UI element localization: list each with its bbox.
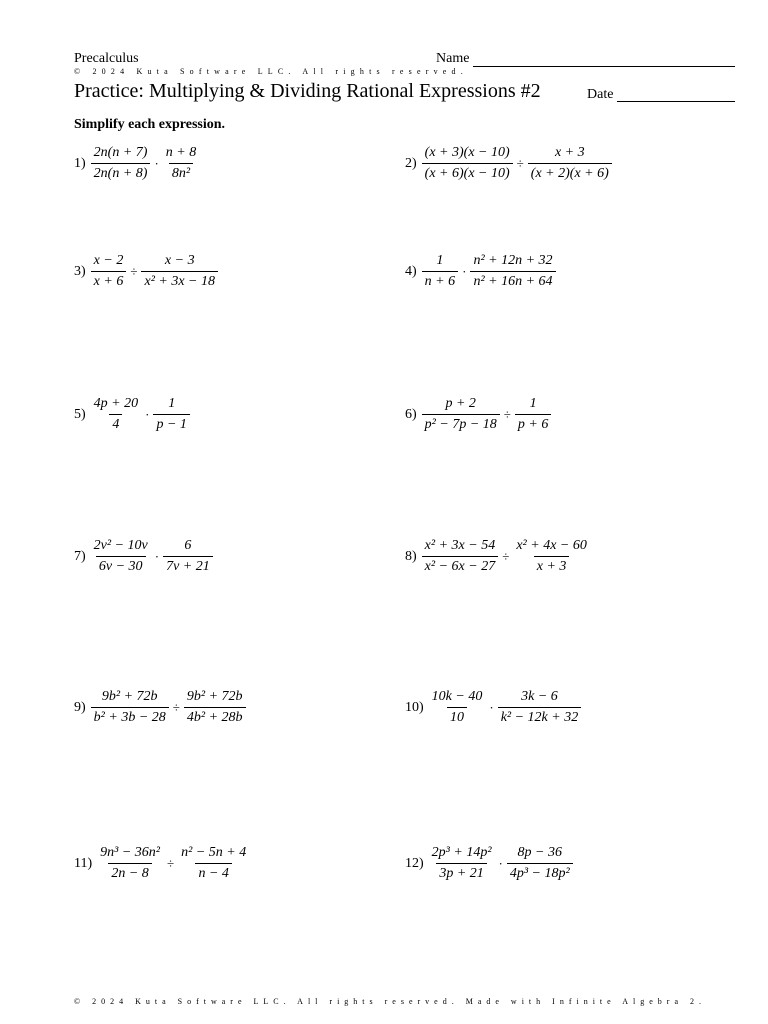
problem-10 — [405, 689, 582, 726]
operator: · — [498, 855, 503, 871]
operator: ÷ — [502, 548, 510, 564]
fraction-2 — [152, 396, 190, 433]
problem-number: 1) — [74, 155, 86, 171]
footer-copyright: © 2024 Kuta Software LLC. All rights reserved. Made with Infinite Algebra 2. — [74, 997, 707, 1006]
denominator: x + 3 — [534, 556, 570, 575]
problem-number: 10) — [405, 699, 424, 715]
operator: · — [145, 406, 150, 422]
fraction-2 — [527, 145, 613, 182]
problem-2 — [405, 145, 613, 182]
denominator: p − 1 — [153, 414, 189, 433]
problem-4 — [405, 253, 557, 290]
numerator: x − 2 — [93, 253, 124, 268]
course-name: Precalculus — [74, 51, 139, 66]
numerator: 4p + 20 — [93, 396, 139, 411]
denominator: n − 4 — [195, 863, 231, 882]
denominator: 3p + 21 — [436, 863, 486, 882]
problem-11 — [74, 845, 250, 882]
numerator: x² + 3x − 54 — [424, 538, 496, 553]
fraction-2 — [514, 396, 552, 433]
operator: ÷ — [516, 155, 524, 171]
fraction-2 — [140, 253, 219, 290]
denominator: (x + 2)(x + 6) — [528, 163, 612, 182]
problem-9 — [74, 689, 247, 726]
denominator: n² + 16n + 64 — [470, 271, 555, 290]
numerator: 9n³ − 36n² — [100, 845, 160, 860]
fraction-1 — [421, 253, 459, 290]
name-label: Name — [436, 51, 470, 66]
denominator: p² − 7p − 18 — [422, 414, 500, 433]
denominator: p + 6 — [515, 414, 551, 433]
problem-3 — [74, 253, 219, 290]
fraction-2 — [183, 689, 247, 726]
denominator: 6v − 30 — [96, 556, 146, 575]
numerator: n² + 12n + 32 — [473, 253, 553, 268]
numerator: 2v² − 10v — [93, 538, 148, 553]
denominator: x + 6 — [91, 271, 127, 290]
fraction-1 — [428, 689, 487, 726]
denominator: k² − 12k + 32 — [498, 707, 582, 726]
numerator: 2n(n + 7) — [93, 145, 148, 160]
problem-5 — [74, 396, 191, 433]
problem-number: 5) — [74, 406, 86, 422]
numerator: 9b² + 72b — [101, 689, 158, 704]
denominator: 4b² + 28b — [184, 707, 246, 726]
fraction-1 — [90, 538, 152, 575]
problem-12 — [405, 845, 574, 882]
operator: · — [489, 699, 494, 715]
numerator: (x + 3)(x − 10) — [424, 145, 510, 160]
operator: ÷ — [172, 699, 180, 715]
numerator: 3k − 6 — [521, 689, 558, 704]
problem-8 — [405, 538, 591, 575]
fraction-2 — [497, 689, 583, 726]
fraction-1 — [90, 253, 128, 290]
denominator: n + 6 — [422, 271, 458, 290]
numerator: x + 3 — [554, 145, 585, 160]
problem-number: 12) — [405, 855, 424, 871]
name-input-line — [473, 66, 735, 67]
date-input-line — [617, 101, 735, 102]
fraction-1 — [421, 538, 500, 575]
problem-number: 9) — [74, 699, 86, 715]
problem-number: 7) — [74, 548, 86, 564]
problem-number: 3) — [74, 263, 86, 279]
denominator: x² − 6x − 27 — [422, 556, 499, 575]
numerator: 1 — [529, 396, 537, 411]
fraction-1 — [90, 689, 170, 726]
operator: · — [154, 548, 160, 564]
numerator: 2p³ + 14p² — [431, 845, 492, 860]
date-label: Date — [587, 87, 614, 102]
fraction-1 — [90, 396, 142, 433]
numerator: x² + 4x − 60 — [516, 538, 587, 553]
fraction-1 — [421, 396, 501, 433]
denominator: 2n(n + 8) — [91, 163, 151, 182]
numerator: p + 2 — [445, 396, 476, 411]
operator: · — [462, 263, 467, 279]
numerator: 10k − 40 — [431, 689, 483, 704]
denominator: (x + 6)(x − 10) — [422, 163, 513, 182]
denominator: 4 — [109, 414, 122, 433]
header-copyright: © 2024 Kuta Software LLC. All rights reserved. — [74, 67, 468, 76]
fraction-1 — [428, 845, 496, 882]
fraction-1 — [421, 145, 514, 182]
fraction-1 — [90, 145, 152, 182]
denominator: 4p³ − 18p² — [507, 863, 573, 882]
problem-number: 8) — [405, 548, 417, 564]
fraction-2 — [512, 538, 591, 575]
denominator: b² + 3b − 28 — [91, 707, 169, 726]
operator: · — [154, 155, 159, 171]
fraction-2 — [162, 538, 214, 575]
fraction-2 — [506, 845, 574, 882]
denominator: 10 — [447, 707, 467, 726]
numerator: x − 3 — [164, 253, 195, 268]
denominator: 8n² — [169, 163, 193, 182]
instructions: Simplify each expression. — [74, 117, 226, 132]
problem-number: 2) — [405, 155, 417, 171]
operator: ÷ — [503, 406, 511, 422]
operator: ÷ — [130, 263, 138, 279]
numerator: n² − 5n + 4 — [181, 845, 247, 860]
problem-number: 4) — [405, 263, 417, 279]
numerator: 6 — [184, 538, 192, 553]
problem-1 — [74, 145, 200, 182]
numerator: 1 — [436, 253, 444, 268]
worksheet-title: Practice: Multiplying & Dividing Rational Expressions #2 — [74, 80, 541, 102]
problem-6 — [405, 396, 552, 433]
denominator: 7v + 21 — [163, 556, 213, 575]
numerator: 1 — [168, 396, 176, 411]
fraction-2 — [162, 145, 200, 182]
denominator: x² + 3x − 18 — [141, 271, 218, 290]
numerator: 9b² + 72b — [186, 689, 243, 704]
fraction-1 — [96, 845, 164, 882]
problem-7 — [74, 538, 214, 575]
problem-number: 11) — [74, 855, 93, 871]
fraction-2 — [469, 253, 556, 290]
problem-number: 6) — [405, 406, 417, 422]
numerator: 8p − 36 — [517, 845, 562, 860]
numerator: n + 8 — [165, 145, 197, 160]
operator: ÷ — [167, 855, 175, 871]
fraction-2 — [177, 845, 250, 882]
denominator: 2n − 8 — [108, 863, 151, 882]
